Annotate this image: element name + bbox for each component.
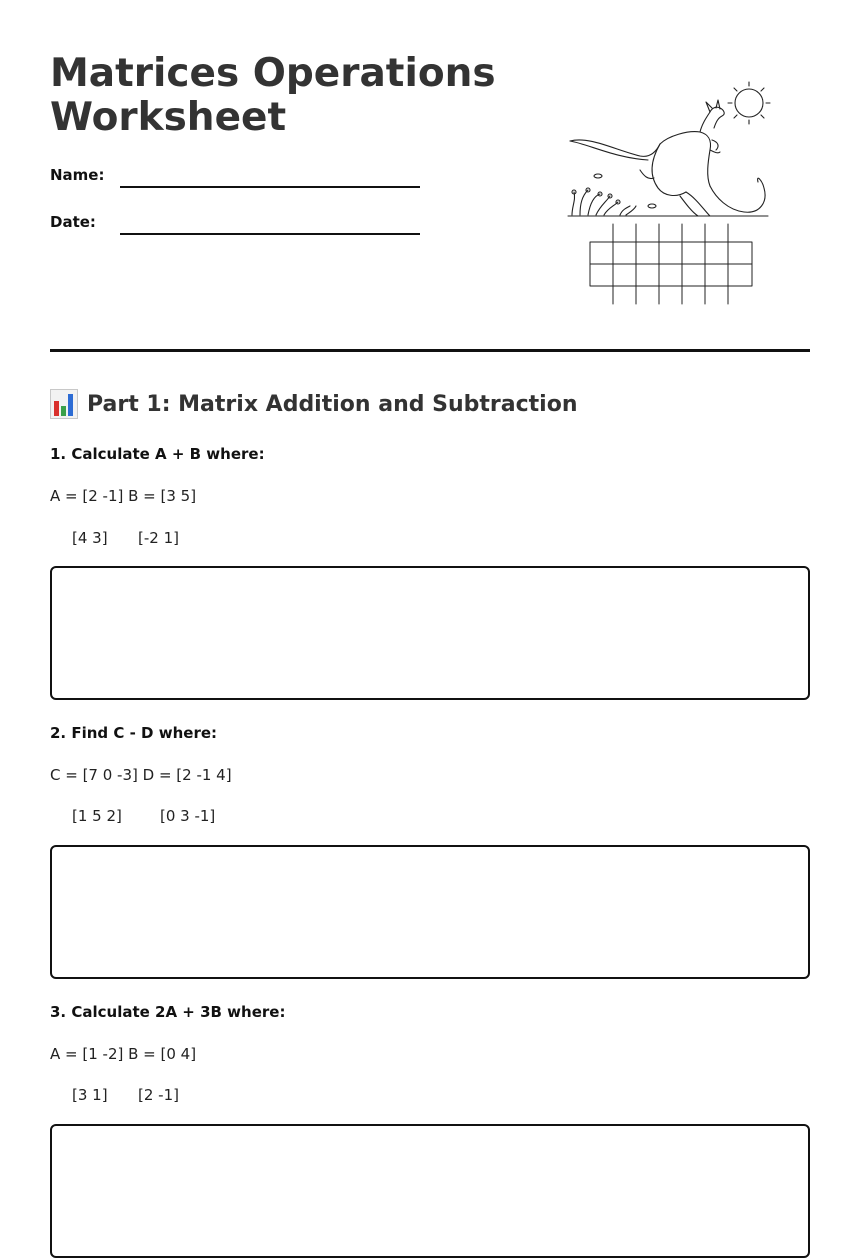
- question-1-answer-box[interactable]: [50, 566, 810, 700]
- worksheet-title: [50, 52, 510, 140]
- question-2-matrix-d-row2: [0 3 -1]: [160, 807, 216, 825]
- name-label: Name:: [50, 166, 105, 184]
- question-2-matrices-row1: C = [7 0 -3] D = [2 -1 4]: [50, 766, 232, 784]
- question-2-answer-box[interactable]: [50, 845, 810, 979]
- part1-title: Part 1: Matrix Addition and Subtraction: [87, 391, 578, 417]
- coral-icon: [572, 174, 656, 215]
- question-3-heading: 3. Calculate 2A + 3B where:: [50, 1003, 286, 1021]
- part1-heading: [50, 386, 577, 422]
- kangaroo-icon: [570, 100, 765, 216]
- date-label: Date:: [50, 213, 96, 231]
- title-line-2: Worksheet: [50, 95, 287, 140]
- kangaroo-illustration: [560, 78, 780, 308]
- question-1-matrices-row1: A = [2 -1] B = [3 5]: [50, 487, 197, 505]
- name-line[interactable]: [120, 186, 420, 188]
- question-3-answer-box[interactable]: [50, 1124, 810, 1258]
- question-1-matrix-b-row2: [-2 1]: [138, 529, 179, 547]
- grid-icon: [590, 224, 752, 304]
- header-divider: [50, 349, 810, 352]
- question-2-heading: 2. Find C - D where:: [50, 724, 218, 742]
- question-3-matrix-b-row2: [2 -1]: [138, 1086, 179, 1104]
- question-2-matrix-c-row2: [1 5 2]: [72, 807, 122, 825]
- sun-icon: [728, 82, 770, 124]
- bar-chart-icon: [50, 389, 78, 419]
- question-1-heading: 1. Calculate A + B where:: [50, 445, 265, 463]
- question-1-matrix-a-row2: [4 3]: [72, 529, 108, 547]
- question-3-matrices-row1: A = [1 -2] B = [0 4]: [50, 1045, 197, 1063]
- question-3-matrix-a-row2: [3 1]: [72, 1086, 108, 1104]
- title-line-1: Matrices Operations: [50, 51, 496, 96]
- name-field[interactable]: [50, 166, 430, 190]
- date-line[interactable]: [120, 233, 420, 235]
- date-field[interactable]: [50, 213, 430, 237]
